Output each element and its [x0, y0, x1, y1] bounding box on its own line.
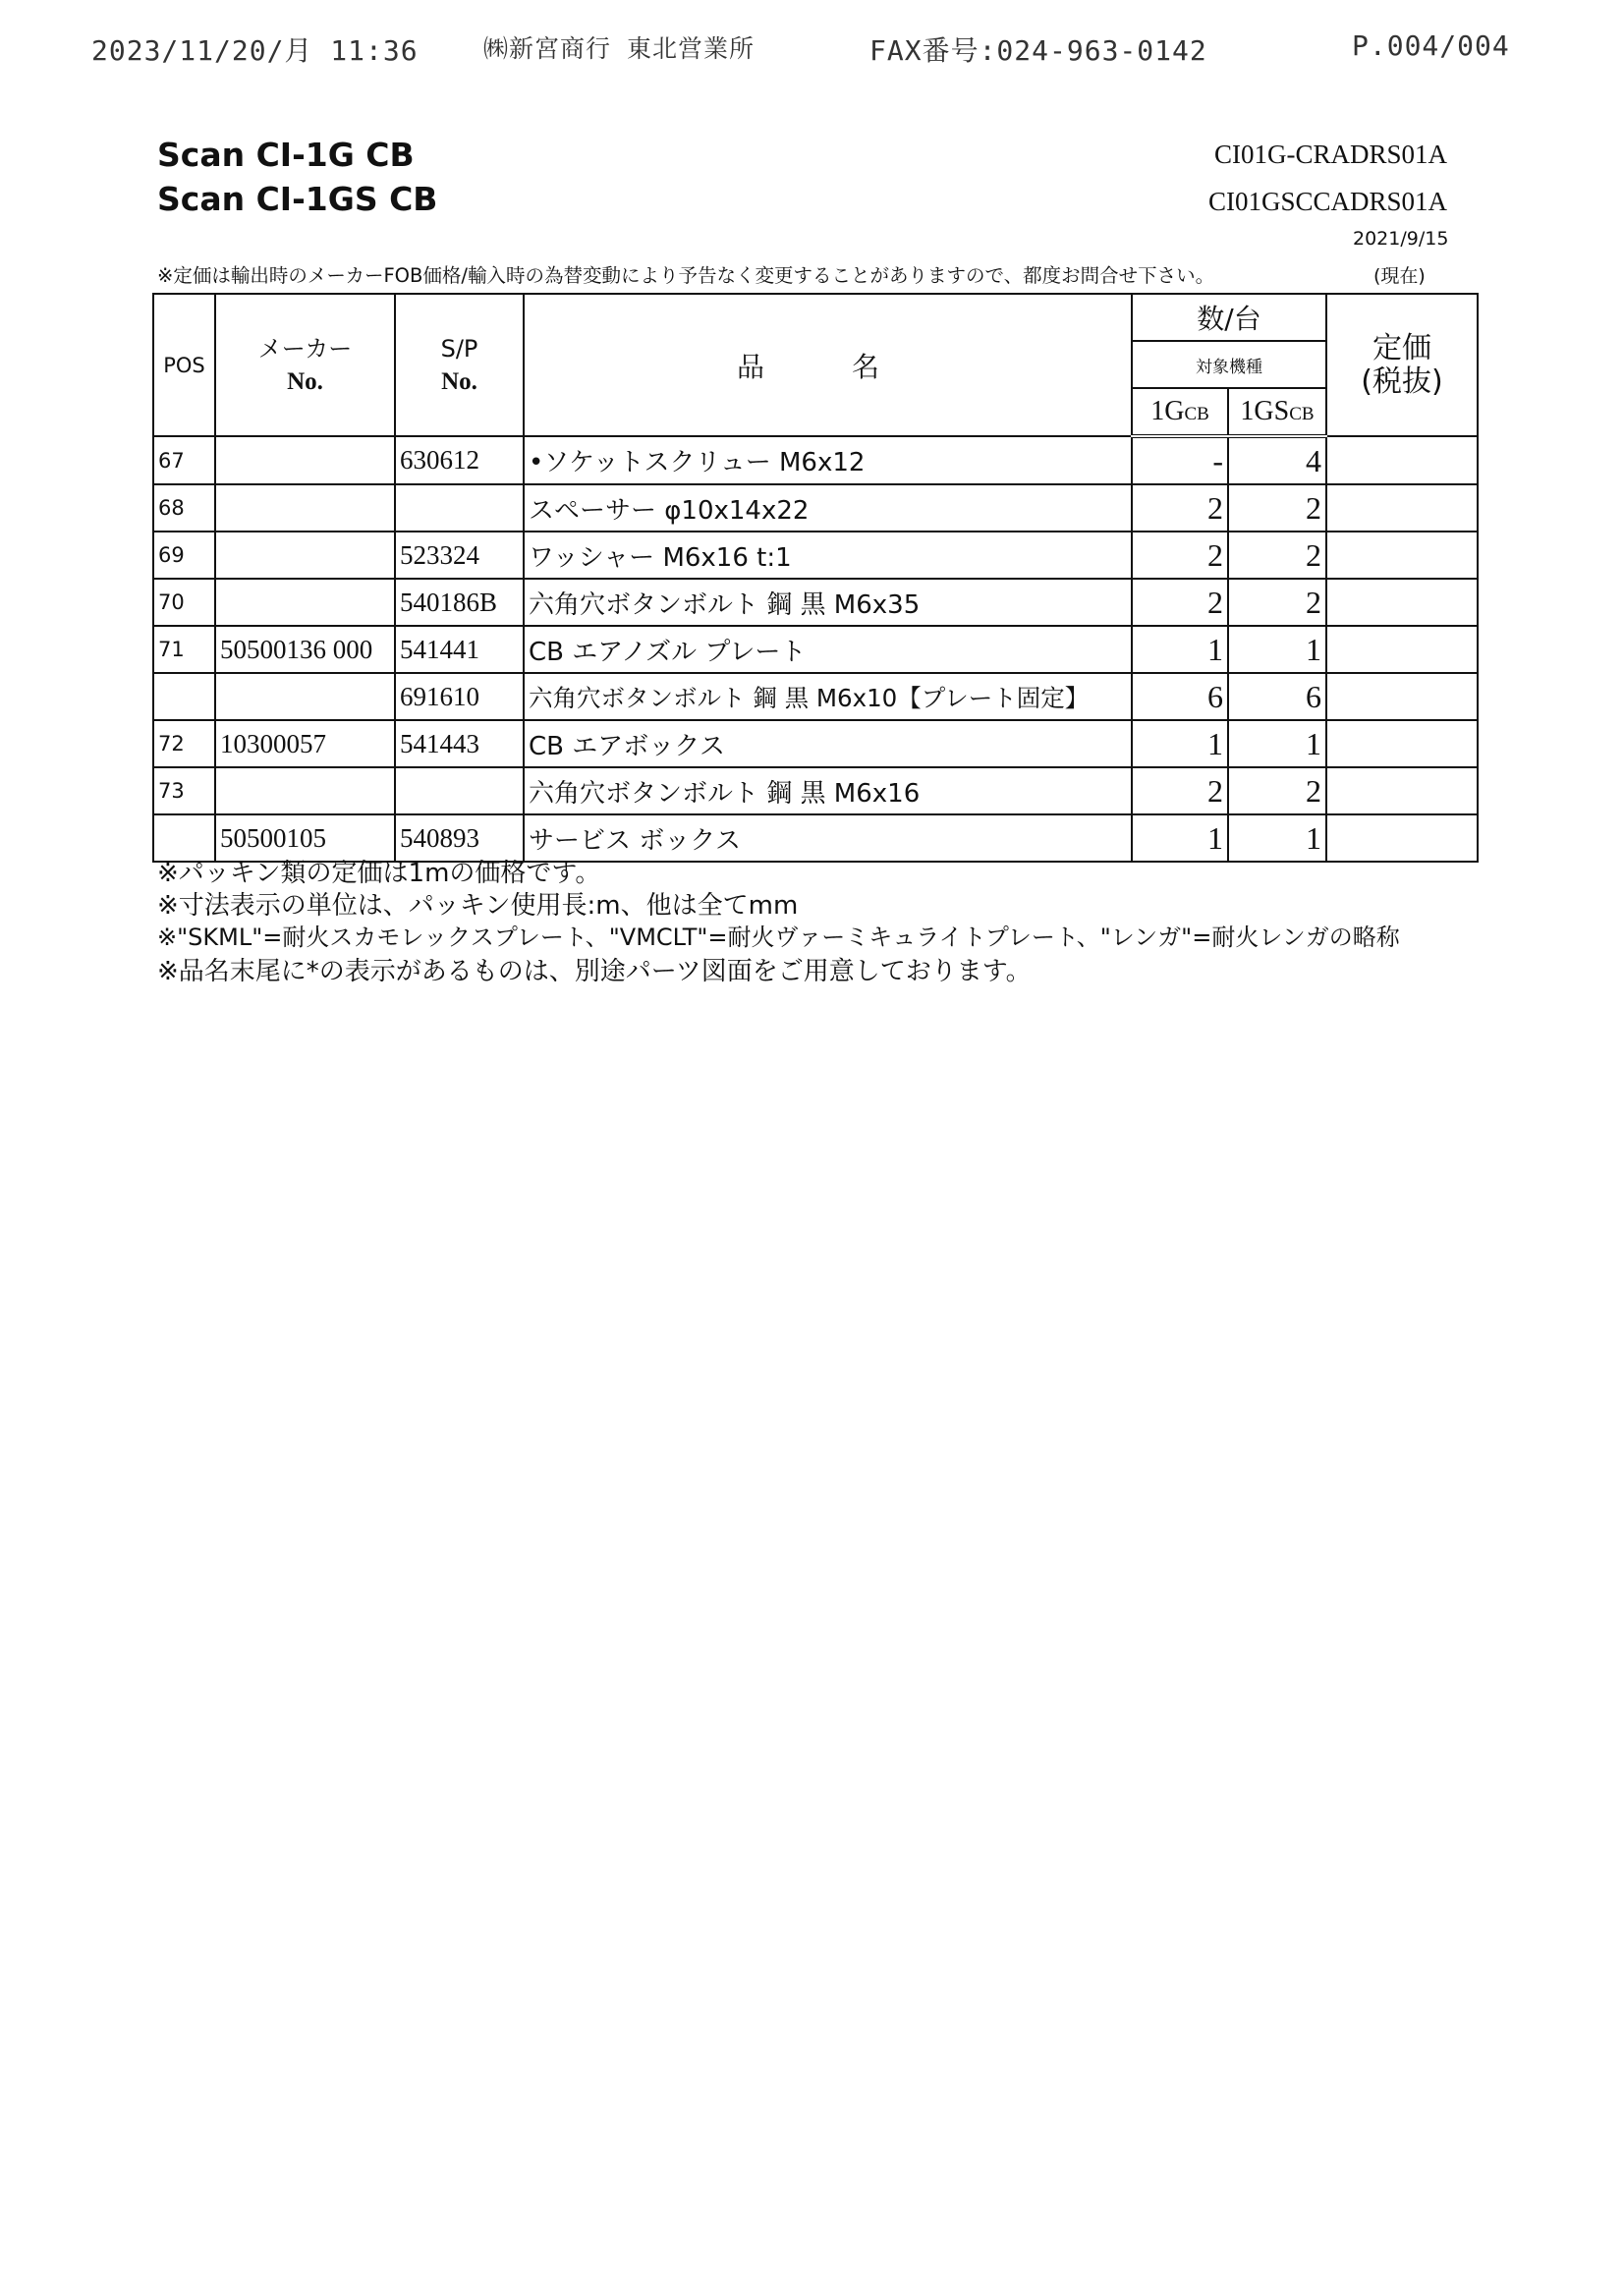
row-pos: 72 [153, 720, 215, 767]
row-pos [153, 673, 215, 720]
doc-code-1: CI01G-CRADRS01A [1214, 140, 1448, 169]
doc-title-2: Scan CI-1GS CB [157, 180, 438, 218]
row-price [1326, 814, 1478, 862]
row-qty-1gscb: 2 [1228, 579, 1326, 626]
footnote-2: ※寸法表示の単位は、パッキン使用長:m、他は全てmm [157, 891, 799, 921]
row-qty-1gcb: 6 [1132, 673, 1228, 720]
row-item-name: スペーサー φ10x14x22 [524, 484, 1132, 532]
row-pos: 67 [153, 436, 215, 484]
price-note: ※定価は輸出時のメーカーFOB価格/輸入時の為替変動により予告なく変更することがありますので、都度お問合せ下さい。 [157, 264, 1215, 287]
row-sp-no: 540186B [395, 579, 524, 626]
col-header-model-1gscb [1228, 388, 1326, 436]
table-row [153, 720, 1478, 767]
col-header-item-name: 品 名 [524, 294, 1132, 436]
row-sp-no [395, 484, 524, 532]
fax-datetime: 2023/11/20/月 11:36 [91, 34, 419, 67]
row-qty-1gscb: 2 [1228, 484, 1326, 532]
row-qty-1gcb: 2 [1132, 767, 1228, 814]
row-sp-no [395, 767, 524, 814]
row-maker-no [215, 673, 395, 720]
row-qty-1gcb: 2 [1132, 484, 1228, 532]
maker-no-line1: メーカー [257, 334, 353, 363]
model2-sub: CB [1289, 404, 1315, 424]
row-item-name: 六角穴ボタンボルト 鋼 黒 M6x35 [524, 579, 1132, 626]
row-pos: 73 [153, 767, 215, 814]
row-maker-no: 10300057 [215, 720, 395, 767]
row-price [1326, 436, 1478, 484]
row-item-name: CB エアボックス [524, 720, 1132, 767]
row-maker-no [215, 436, 395, 484]
row-qty-1gcb: 1 [1132, 626, 1228, 673]
row-pos: 71 [153, 626, 215, 673]
row-price [1326, 484, 1478, 532]
row-item-name: 六角穴ボタンボルト 鋼 黒 M6x10【プレート固定】 [524, 673, 1132, 720]
footnote-3: ※"SKML"=耐火スカモレックスプレート、"VMCLT"=耐火ヴァーミキュライトプレート、"レンガ"=耐火レンガの略称 [157, 924, 1400, 951]
row-sp-no: 523324 [395, 532, 524, 579]
price-line1: 定価 [1372, 330, 1431, 365]
row-item-name: ワッシャー M6x16 t:1 [524, 532, 1132, 579]
row-maker-no: 50500105 [215, 814, 395, 862]
footnote-4: ※品名末尾に*の表示があるものは、別途パーツ図面をご用意しております。 [157, 957, 1032, 986]
row-price [1326, 532, 1478, 579]
col-header-sp-no [395, 294, 524, 436]
col-header-price [1326, 294, 1478, 436]
model2-main: 1GS [1240, 396, 1290, 426]
row-qty-1gcb: 2 [1132, 532, 1228, 579]
col-header-qty: 数/台 [1132, 294, 1326, 341]
maker-no-line2: No. [287, 367, 323, 395]
row-price [1326, 720, 1478, 767]
row-qty-1gcb: 1 [1132, 814, 1228, 862]
row-pos: 68 [153, 484, 215, 532]
row-qty-1gscb: 1 [1228, 626, 1326, 673]
row-maker-no: 50500136 000 [215, 626, 395, 673]
model1-main: 1G [1150, 396, 1185, 426]
table-row [153, 579, 1478, 626]
row-item-name: •ソケットスクリュー M6x12 [524, 436, 1132, 484]
row-maker-no [215, 484, 395, 532]
row-price [1326, 673, 1478, 720]
row-price [1326, 767, 1478, 814]
col-header-models: 対象機種 [1132, 341, 1326, 388]
table-row [153, 484, 1478, 532]
row-sp-no: 540893 [395, 814, 524, 862]
sp-no-line2: No. [441, 367, 477, 395]
col-header-model-1gcb [1132, 388, 1228, 436]
row-maker-no [215, 767, 395, 814]
sp-no-line1: S/P [440, 334, 478, 363]
row-price [1326, 626, 1478, 673]
row-maker-no [215, 579, 395, 626]
row-item-name: サービス ボックス [524, 814, 1132, 862]
fax-page-number: P.004/004 [1352, 29, 1510, 62]
row-qty-1gscb: 1 [1228, 720, 1326, 767]
doc-title-1: Scan CI-1G CB [157, 136, 415, 174]
table-row [153, 626, 1478, 673]
table-row [153, 532, 1478, 579]
doc-date-note: (現在) [1373, 265, 1426, 287]
table-row [153, 767, 1478, 814]
footnote-1: ※パッキン類の定価は1mの価格です。 [157, 859, 601, 888]
col-header-maker-no [215, 294, 395, 436]
table-row [153, 673, 1478, 720]
row-qty-1gcb: 1 [1132, 720, 1228, 767]
row-qty-1gcb: - [1132, 436, 1228, 484]
row-price [1326, 579, 1478, 626]
row-sp-no: 541443 [395, 720, 524, 767]
row-maker-no [215, 532, 395, 579]
row-qty-1gscb: 6 [1228, 673, 1326, 720]
row-pos: 69 [153, 532, 215, 579]
fax-sender: ㈱新宮商行 東北営業所 [483, 34, 756, 63]
row-qty-1gscb: 2 [1228, 532, 1326, 579]
row-item-name: CB エアノズル プレート [524, 626, 1132, 673]
row-qty-1gcb: 2 [1132, 579, 1228, 626]
row-qty-1gscb: 1 [1228, 814, 1326, 862]
model1-sub: CB [1184, 404, 1209, 424]
row-sp-no: 541441 [395, 626, 524, 673]
doc-date: 2021/9/15 [1353, 228, 1449, 250]
col-header-pos: POS [153, 294, 215, 436]
parts-table [152, 293, 1479, 863]
fax-number: FAX番号:024-963-0142 [869, 34, 1207, 67]
row-pos: 70 [153, 579, 215, 626]
row-qty-1gscb: 2 [1228, 767, 1326, 814]
price-line2: (税抜) [1361, 364, 1443, 399]
row-sp-no: 630612 [395, 436, 524, 484]
row-item-name: 六角穴ボタンボルト 鋼 黒 M6x16 [524, 767, 1132, 814]
doc-code-2: CI01GSCCADRS01A [1208, 187, 1448, 216]
table-row [153, 436, 1478, 484]
row-qty-1gscb: 4 [1228, 436, 1326, 484]
row-sp-no: 691610 [395, 673, 524, 720]
